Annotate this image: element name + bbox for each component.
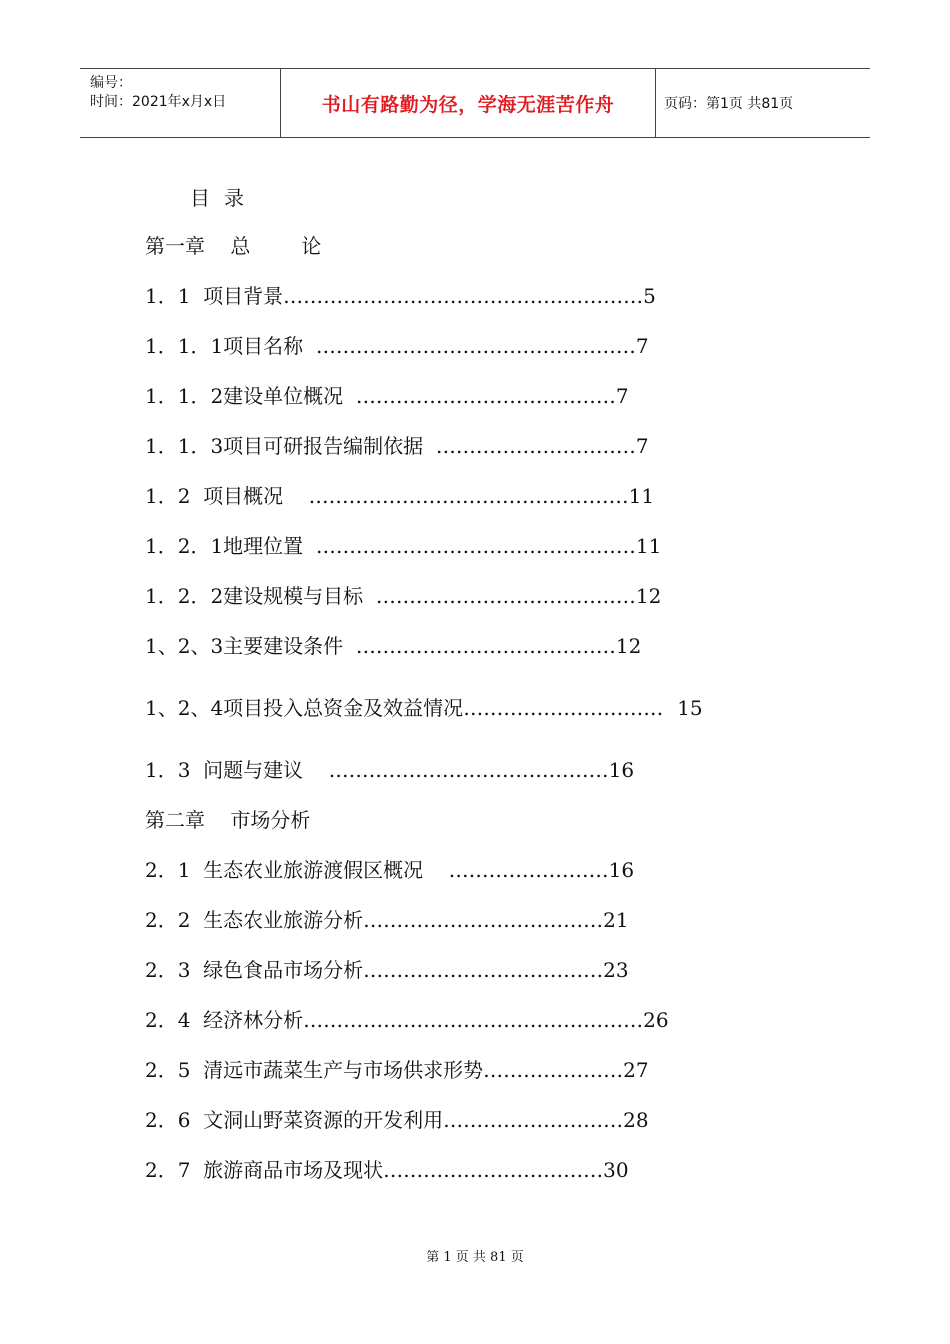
toc-entry — [145, 532, 661, 560]
toc-entry-leader: ………………………………… — [375, 584, 636, 608]
toc-entry-page: 7 — [635, 434, 649, 458]
toc-title: 目录 — [190, 186, 258, 210]
toc-entry-label: 1．1．3项目可研报告编制依据 — [145, 434, 436, 458]
toc-entry-page: 7 — [615, 384, 629, 408]
toc-entry-label: 1．2 项目概况 — [145, 484, 309, 508]
toc-entry — [145, 482, 654, 510]
toc-entry-page: 23 — [603, 958, 629, 982]
toc-entry-page: 5 — [643, 284, 656, 308]
toc-entry-leader: ………………………………………… — [315, 334, 636, 358]
toc-entry-leader: …………………………… — [383, 1158, 604, 1182]
toc-entry-page: 16 — [608, 858, 635, 882]
toc-entry-label: 2．7 旅游商品市场及现状 — [145, 1158, 384, 1182]
number-label: 编号： — [90, 75, 132, 91]
header-meta-cell — [80, 69, 280, 137]
toc-entry — [145, 1106, 649, 1134]
toc-entry — [145, 694, 703, 722]
toc-entry-leader: ……………………………………………… — [283, 284, 644, 308]
toc-entry — [145, 856, 634, 884]
motto: 书山有路勤为径，学海无涯苦作舟 — [280, 69, 656, 137]
toc-entry — [145, 332, 649, 360]
toc-entry-label: 1．1．1项目名称 — [145, 334, 316, 358]
page-info-cell — [655, 69, 870, 137]
toc-entry-label: 2．1 生态农业旅游渡假区概况 — [145, 858, 449, 882]
chapter-1-heading: 第一章 总 论 — [145, 234, 322, 258]
toc-entry — [145, 382, 629, 410]
toc-entry — [145, 282, 656, 310]
toc-entry-leader: …………………… — [448, 858, 609, 882]
toc-entry-page: 28 — [623, 1108, 649, 1132]
toc-entry-label: 2．4 经济林分析 — [145, 1008, 304, 1032]
toc-entry — [145, 1006, 669, 1034]
chapter-2-heading: 第二章 市场分析 — [145, 808, 311, 832]
toc-entry-label: 2．2 生态农业旅游分析 — [145, 908, 364, 932]
toc-entry-page: 11 — [635, 534, 662, 558]
toc-entry — [145, 432, 649, 460]
toc-entry — [145, 632, 641, 660]
toc-entry-leader: ………………………… — [463, 696, 664, 720]
toc-entry-leader: ……………………………… — [363, 958, 604, 982]
toc-entry-leader: ………………………………… — [355, 634, 616, 658]
toc-entry-label: 2．3 绿色食品市场分析 — [145, 958, 364, 982]
toc-entry-leader: …………………………………… — [328, 758, 609, 782]
toc-entry-leader: ………………………… — [435, 434, 636, 458]
toc-entry-label: 1．3 问题与建议 — [145, 758, 329, 782]
toc-entry-leader: ……………………………… — [363, 908, 604, 932]
time-label: 时间：2021年x月x日 — [90, 94, 227, 110]
toc-entry-page: 11 — [628, 484, 655, 508]
toc-entry — [145, 1156, 629, 1184]
toc-entry-leader: …………………………………………… — [303, 1008, 644, 1032]
toc-entry-leader: ……………………… — [443, 1108, 624, 1132]
page-info: 页码：第1页 共81页 — [664, 96, 794, 112]
document-header — [80, 68, 870, 138]
toc-entry-label: 2．6 文洞山野菜资源的开发利用 — [145, 1108, 444, 1132]
toc-entry-label: 1．1．2建设单位概况 — [145, 384, 356, 408]
toc-entry-label: 1．1 项目背景 — [145, 284, 284, 308]
toc-entry-page: 27 — [623, 1058, 649, 1082]
toc-entry-page: 15 — [677, 696, 703, 720]
toc-entry-leader: ………………………………………… — [308, 484, 629, 508]
toc-entry — [145, 956, 629, 984]
toc-entry — [145, 582, 661, 610]
toc-entry — [145, 756, 634, 784]
toc-entry-page: 30 — [603, 1158, 629, 1182]
toc-entry-label: 1．2．2建设规模与目标 — [145, 584, 376, 608]
toc-entry-page: 7 — [635, 334, 649, 358]
toc-entry-label: 2．5 清远市蔬菜生产与市场供求形势 — [145, 1058, 484, 1082]
toc-entry-page: 26 — [643, 1008, 669, 1032]
toc-entry-leader: ………………………………………… — [315, 534, 636, 558]
toc-entry-label: 1．2．1地理位置 — [145, 534, 316, 558]
toc-entry-leader: ………………… — [483, 1058, 624, 1082]
toc-entry-leader: ………………………………… — [355, 384, 616, 408]
toc-entry-page: 21 — [603, 908, 629, 932]
toc-entry-label: 1、2、3主要建设条件 — [145, 634, 356, 658]
toc-entry — [145, 1056, 649, 1084]
toc-entry-label: 1、2、4项目投入总资金及效益情况 — [145, 696, 464, 720]
toc-entry-page: 12 — [635, 584, 662, 608]
toc-entry-page: 12 — [615, 634, 642, 658]
page-footer: 第 1 页 共 81 页 — [426, 1250, 524, 1265]
toc-entry — [145, 906, 629, 934]
toc-entry-page: 16 — [608, 758, 635, 782]
